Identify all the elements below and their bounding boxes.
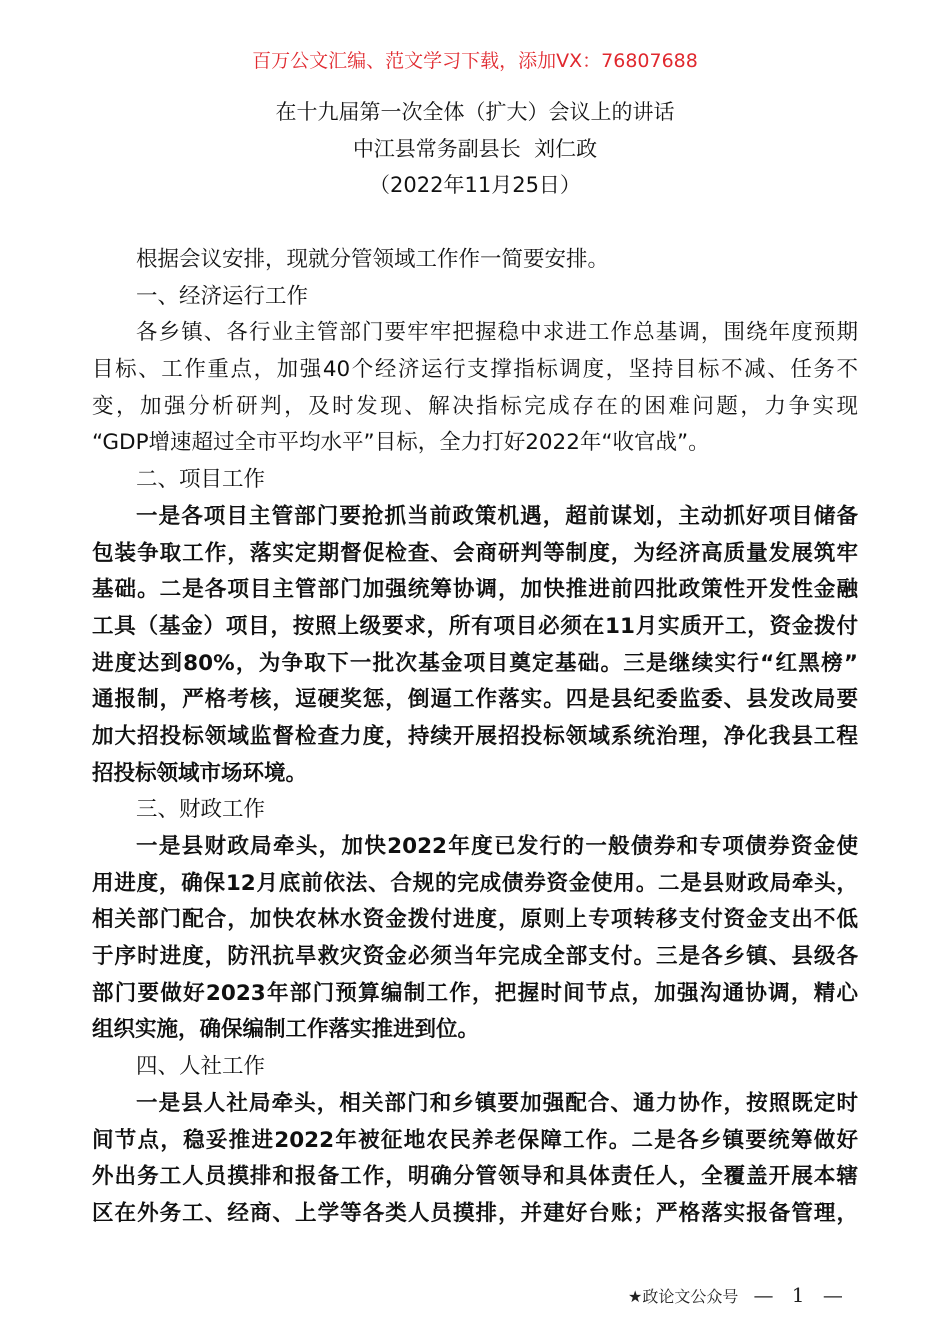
page-number: — 1 — <box>753 1283 849 1307</box>
text-line: 一、经济运行工作 <box>136 283 309 309</box>
text-line: 组织实施，确保编制工作落实推进到位。 <box>92 1017 480 1043</box>
page-footer <box>628 1283 849 1307</box>
document-header <box>0 94 950 204</box>
text-line: “GDP增速超过全市平均水平”目标，全力打好2022年“收官战”。 <box>92 430 710 456</box>
text-line: 进度达到80%，为争取下一批次基金项目奠定基础。三是继续实行“红黑榜” <box>92 650 858 676</box>
text-line: 一是县人社局牵头，相关部门和乡镇要加强配合、通力协作，按照既定时 <box>136 1090 858 1116</box>
text-line: 基础。二是各项目主管部门加强统筹协调，加快推进前四批政策性开发性金融 <box>92 577 858 603</box>
speaker-line: 中江县常务副县长 刘仁政 <box>352 136 598 161</box>
text-line: 通报制，严格考核，逗硬奖惩，倒逼工作落实。四是县纪委监委、县发改局要 <box>92 687 858 713</box>
text-line: 工具（基金）项目，按照上级要求，所有项目必须在11月实质开工，资金拨付 <box>92 613 858 639</box>
text-line: 相关部门配合，加快农林水资金拨付进度，原则上专项转移支付资金支出不低 <box>92 907 858 933</box>
text-line: 目标、工作重点，加强40个经济运行支撑指标调度，坚持目标不减、任务不 <box>92 357 858 383</box>
text-line: 部门要做好2023年部门预算编制工作，把握时间节点，加强沟通协调，精心 <box>92 980 858 1006</box>
text-line: 一是县财政局牵头，加快2022年度已发行的一般债券和专项债券资金使 <box>136 834 858 859</box>
text-line: 外出务工人员摸排和报备工作，明确分管领导和具体责任人，全覆盖开展本辖 <box>92 1164 858 1190</box>
watermark-banner: 百万公文汇编、范文学习下载，添加VX：76807688 <box>252 50 698 72</box>
text-line: 根据会议安排，现就分管领域工作作一简要安排。 <box>136 247 610 272</box>
document-title: 在十九届第一次全体（扩大）会议上的讲话 <box>275 100 675 124</box>
text-line: 于序时进度，防汛抗旱救灾资金必须当年完成全部支付。三是各乡镇、县级各 <box>92 944 858 970</box>
speech-date: （2022年11月25日） <box>369 173 581 198</box>
text-line: 加大招投标领域监督检查力度，持续开展招投标领域系统治理，净化我县工程 <box>92 723 858 749</box>
text-line: 招投标领域市场环境。 <box>92 760 308 786</box>
text-line: 各乡镇、各行业主管部门要牢牢把握稳中求进工作总基调，围绕年度预期 <box>136 320 858 346</box>
text-line: 包装争取工作，落实定期督促检查、会商研判等制度，为经济高质量发展筑牢 <box>92 540 858 566</box>
text-line: 变，加强分析研判，及时发现、解决指标完成存在的困难问题，力争实现 <box>92 393 858 419</box>
text-line: 间节点，稳妥推进2022年被征地农民养老保障工作。二是各乡镇要统筹做好 <box>92 1127 858 1153</box>
footer-source: ★政论文公众号 <box>628 1287 739 1306</box>
text-line: 二、项目工作 <box>136 467 266 493</box>
text-line: 用进度，确保12月底前依法、合规的完成债券资金使用。二是县财政局牵头， <box>92 870 858 896</box>
text-line: 三、财政工作 <box>136 797 266 823</box>
text-line: 一是各项目主管部门要抢抓当前政策机遇，超前谋划，主动抓好项目储备 <box>136 503 858 529</box>
text-line: 区在外务工、经商、上学等各类人员摸排，并建好台账；严格落实报备管理， <box>92 1200 858 1226</box>
document-body <box>92 242 858 1233</box>
text-line: 四、人社工作 <box>136 1054 266 1080</box>
